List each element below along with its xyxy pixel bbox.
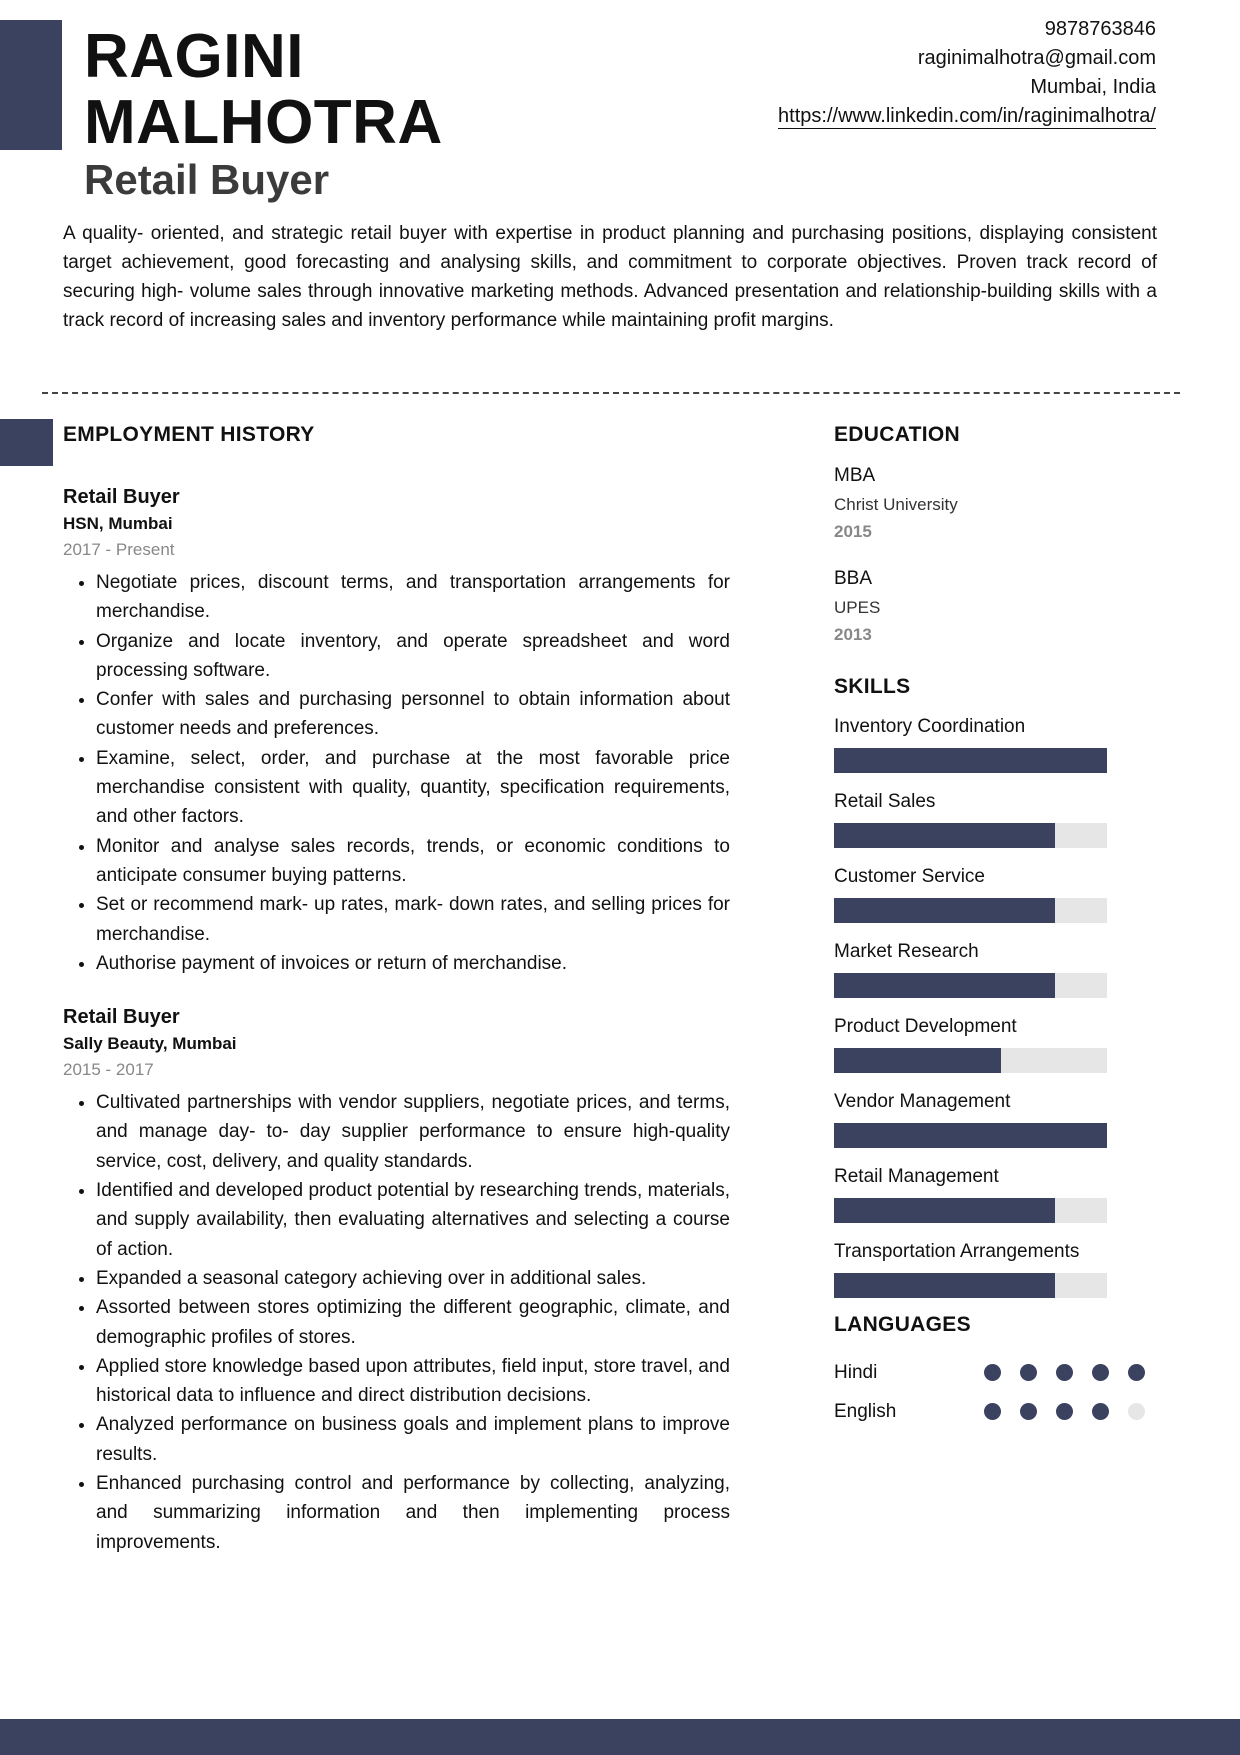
level-dot-filled xyxy=(1056,1364,1073,1381)
language-name: English xyxy=(834,1400,897,1422)
section-marker xyxy=(0,419,53,466)
skill-level-bar xyxy=(834,973,1107,998)
skills-title: SKILLS xyxy=(834,675,911,698)
education-school: UPES xyxy=(834,598,881,617)
level-dot-filled xyxy=(1092,1403,1109,1420)
level-dot-filled xyxy=(1056,1403,1073,1420)
job-company: Sally Beauty, Mumbai xyxy=(63,1034,237,1054)
candidate-name xyxy=(84,24,443,156)
job-list xyxy=(63,484,730,1557)
profile-summary: A quality- oriented, and strategic retail buyer with expertise in product planning and purchasing positions, displaying consistent target achievement, good forecasting and analysing skills, and commitment to corporate objectives. Proven track record of securing high- volume sales through innovative marketing methods. Advanced presentation and relationship-building skills with a track record of increasing sales and inventory performance while maintaining profit margins. xyxy=(63,223,1157,331)
languages-list xyxy=(834,1353,1154,1431)
skill-level-bar xyxy=(834,1198,1107,1223)
level-dot-filled xyxy=(984,1403,1001,1420)
skill-name: Retail Management xyxy=(834,1166,999,1187)
education-item xyxy=(834,461,1154,546)
job-dates: 2015 - 2017 xyxy=(63,1060,154,1080)
job-bullet: • Examine, select, order, and purchase at the most favorable price merchandise consistent with quality, quantity, specification requirements, and other factors. xyxy=(96,744,730,832)
job-bullet: • Expanded a seasonal category achieving over in additional sales. xyxy=(96,1264,730,1293)
skill-name: Transportation Arrangements xyxy=(834,1241,1080,1262)
skill-level-fill xyxy=(834,898,1055,923)
employment-section xyxy=(63,423,730,1583)
job-role: Retail Buyer xyxy=(63,1006,180,1029)
level-dot-filled xyxy=(1092,1364,1109,1381)
job-bullet: • Confer with sales and purchasing personnel to obtain information about customer needs and preferences. xyxy=(96,685,730,744)
skill-name: Market Research xyxy=(834,941,979,962)
language-item xyxy=(834,1353,1154,1392)
level-dot-filled xyxy=(1128,1364,1145,1381)
level-dot-filled xyxy=(1020,1403,1037,1420)
skills-list xyxy=(834,713,1154,1298)
contact-linkedin-link[interactable]: https://www.linkedin.com/in/raginimalhotra/ xyxy=(778,105,1156,127)
language-level-dots xyxy=(984,1364,1145,1381)
language-name: Hindi xyxy=(834,1361,878,1383)
skill-level-bar xyxy=(834,748,1107,773)
job-bullet: • Cultivated partnerships with vendor suppliers, negotiate prices, and terms, and manage day- to- day supplier performance to ensure high-quality service, cost, delivery, and quality standards. xyxy=(96,1088,730,1176)
skill-level-bar xyxy=(834,898,1107,923)
education-year: 2015 xyxy=(834,522,872,541)
employment-title: EMPLOYMENT HISTORY xyxy=(63,423,315,446)
skill-name: Vendor Management xyxy=(834,1091,1011,1112)
skill-level-bar xyxy=(834,1273,1107,1298)
education-item xyxy=(834,564,1154,649)
skill-item xyxy=(834,713,1154,773)
language-level-dots xyxy=(984,1403,1145,1420)
job-role: Retail Buyer xyxy=(63,486,180,508)
job-bullets xyxy=(63,1088,730,1557)
education-list xyxy=(834,461,1154,649)
skill-level-fill xyxy=(834,1123,1107,1148)
skill-name: Product Development xyxy=(834,1016,1017,1037)
level-dot-filled xyxy=(1020,1364,1037,1381)
job-company: HSN, Mumbai xyxy=(63,514,173,533)
skill-item xyxy=(834,1163,1154,1223)
education-degree: MBA xyxy=(834,465,876,486)
name-line-first: RAGINI xyxy=(84,22,304,91)
skill-name: Inventory Coordination xyxy=(834,716,1026,737)
skill-level-bar xyxy=(834,1048,1107,1073)
skill-level-fill xyxy=(834,1198,1055,1223)
footer-bar xyxy=(0,1719,1240,1755)
education-school: Christ University xyxy=(834,495,958,514)
skill-item xyxy=(834,1238,1154,1298)
skill-item xyxy=(834,863,1154,923)
job-bullet: • Set or recommend mark- up rates, mark- down rates, and selling prices for merchandise. xyxy=(96,890,730,949)
contact-phone: 9878763846 xyxy=(1044,18,1156,40)
skill-level-bar xyxy=(834,823,1107,848)
skill-level-fill xyxy=(834,748,1107,773)
job-bullet: • Negotiate prices, discount terms, and transportation arrangements for merchandise. xyxy=(96,568,730,627)
job-bullet: • Enhanced purchasing control and performance by collecting, analyzing, and summarizing information and then implementing process improvements. xyxy=(96,1469,730,1557)
skill-item xyxy=(834,1013,1154,1073)
skill-level-fill xyxy=(834,1048,1001,1073)
job-entry xyxy=(63,1004,730,1557)
skill-name: Retail Sales xyxy=(834,791,936,812)
job-dates: 2017 - Present xyxy=(63,540,175,559)
job-entry xyxy=(63,484,730,978)
contact-location: Mumbai, India xyxy=(1030,76,1156,98)
skill-level-bar xyxy=(834,1123,1107,1148)
job-bullet: • Organize and locate inventory, and operate spreadsheet and word processing software. xyxy=(96,627,730,686)
job-bullet: • Analyzed performance on business goals and implement plans to improve results. xyxy=(96,1410,730,1469)
language-item xyxy=(834,1392,1154,1431)
skill-level-fill xyxy=(834,1273,1055,1298)
contact-email[interactable]: raginimalhotra@gmail.com xyxy=(917,47,1156,69)
sidebar xyxy=(834,423,1154,1431)
job-bullet: • Identified and developed product potential by researching trends, materials, and supply availability, then evaluating alternatives and selecting a course of action. xyxy=(96,1176,730,1264)
skill-level-fill xyxy=(834,823,1055,848)
languages-title: LANGUAGES xyxy=(834,1313,971,1336)
level-dot-filled xyxy=(984,1364,1001,1381)
job-bullet: • Monitor and analyse sales records, trends, or economic conditions to anticipate consumer buying patterns. xyxy=(96,832,730,891)
contact-block xyxy=(778,15,1156,131)
job-bullet: • Authorise payment of invoices or return of merchandise. xyxy=(96,949,730,978)
header-accent-block xyxy=(0,20,62,150)
skill-name: Customer Service xyxy=(834,866,985,887)
education-year: 2013 xyxy=(834,625,872,644)
job-title: Retail Buyer xyxy=(84,156,330,203)
education-degree: BBA xyxy=(834,568,873,589)
skill-item xyxy=(834,938,1154,998)
skill-item xyxy=(834,788,1154,848)
job-bullets xyxy=(63,568,730,978)
level-dot-empty xyxy=(1128,1403,1145,1420)
name-line-last: MALHOTRA xyxy=(84,88,443,157)
section-divider xyxy=(42,392,1180,394)
job-bullet: • Assorted between stores optimizing the different geographic, climate, and demographic profiles of stores. xyxy=(96,1293,730,1352)
skill-item xyxy=(834,1088,1154,1148)
education-title: EDUCATION xyxy=(834,423,960,446)
job-bullet: • Applied store knowledge based upon attributes, field input, store travel, and historical data to influence and direct distribution decisions. xyxy=(96,1352,730,1411)
skill-level-fill xyxy=(834,973,1055,998)
